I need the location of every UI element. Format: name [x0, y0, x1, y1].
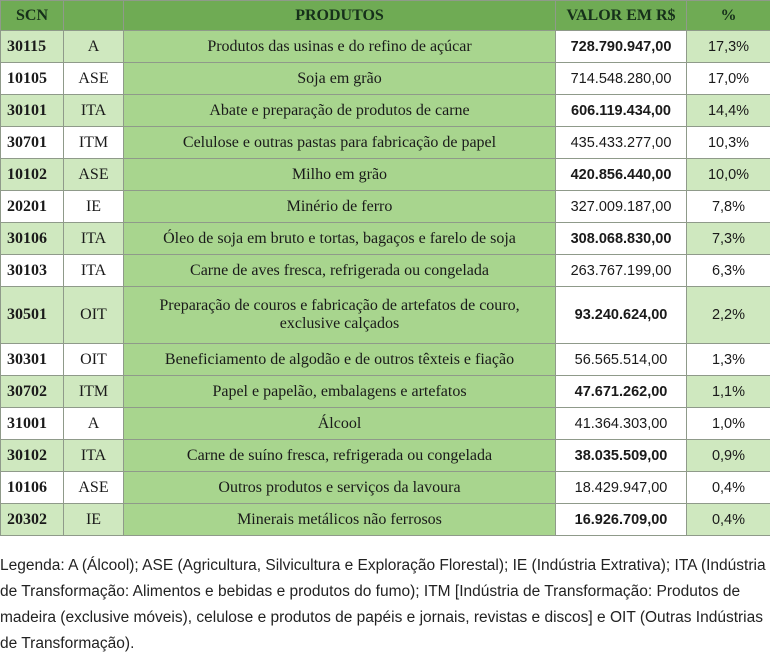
- scn-cell: 30702: [1, 376, 64, 408]
- product-cell: Produtos das usinas e do refino de açúcar: [124, 31, 556, 63]
- percent-cell: 7,8%: [687, 191, 770, 223]
- value-cell: 16.926.709,00: [556, 504, 687, 536]
- category-cell: OIT: [64, 344, 124, 376]
- table-row: [1, 95, 770, 127]
- product-cell: Minério de ferro: [124, 191, 556, 223]
- value-cell: 41.364.303,00: [556, 408, 687, 440]
- product-cell: Carne de aves fresca, refrigerada ou congelada: [124, 255, 556, 287]
- table-row: [1, 504, 770, 536]
- category-cell: ITM: [64, 127, 124, 159]
- product-cell: Outros produtos e serviços da lavoura: [124, 472, 556, 504]
- table-row: [1, 287, 770, 344]
- percent-cell: 7,3%: [687, 223, 770, 255]
- product-cell: Milho em grão: [124, 159, 556, 191]
- value-cell: 47.671.262,00: [556, 376, 687, 408]
- product-cell: Papel e papelão, embalagens e artefatos: [124, 376, 556, 408]
- percent-cell: 1,0%: [687, 408, 770, 440]
- category-cell: ITA: [64, 223, 124, 255]
- table-row: [1, 344, 770, 376]
- value-cell: 18.429.947,00: [556, 472, 687, 504]
- scn-cell: 30102: [1, 440, 64, 472]
- scn-cell: 30301: [1, 344, 64, 376]
- product-cell: Soja em grão: [124, 63, 556, 95]
- scn-cell: 30701: [1, 127, 64, 159]
- scn-cell: 10105: [1, 63, 64, 95]
- percent-cell: 1,3%: [687, 344, 770, 376]
- scn-cell: 30103: [1, 255, 64, 287]
- value-cell: 728.790.947,00: [556, 31, 687, 63]
- value-cell: 606.119.434,00: [556, 95, 687, 127]
- scn-cell: 20302: [1, 504, 64, 536]
- category-cell: ITM: [64, 376, 124, 408]
- table-row: [1, 191, 770, 223]
- category-cell: ASE: [64, 63, 124, 95]
- scn-cell: 30106: [1, 223, 64, 255]
- percent-cell: 10,0%: [687, 159, 770, 191]
- percent-cell: 1,1%: [687, 376, 770, 408]
- scn-cell: 31001: [1, 408, 64, 440]
- table-row: [1, 472, 770, 504]
- value-cell: 435.433.277,00: [556, 127, 687, 159]
- table-body: [1, 31, 770, 536]
- value-cell: 263.767.199,00: [556, 255, 687, 287]
- scn-cell: 30101: [1, 95, 64, 127]
- category-cell: A: [64, 31, 124, 63]
- table-row: [1, 255, 770, 287]
- scn-cell: 20201: [1, 191, 64, 223]
- product-cell: Óleo de soja em bruto e tortas, bagaços e farelo de soja: [124, 223, 556, 255]
- product-cell: Beneficiamento de algodão e de outros têxteis e fiação: [124, 344, 556, 376]
- table-row: [1, 159, 770, 191]
- header-category: [64, 1, 124, 31]
- percent-cell: 2,2%: [687, 287, 770, 344]
- category-cell: ITA: [64, 95, 124, 127]
- value-cell: 93.240.624,00: [556, 287, 687, 344]
- table-row: [1, 31, 770, 63]
- percent-cell: 0,4%: [687, 472, 770, 504]
- header-value: VALOR EM R$: [556, 1, 687, 31]
- scn-cell: 10106: [1, 472, 64, 504]
- legend-text: Legenda: A (Álcool); ASE (Agricultura, Silvicultura e Exploração Florestal); IE (Indústria Extrativa); ITA (Indústria de Transformação: Alimentos e bebidas e produtos do fumo); ITM [Indústria de Transformação: Produtos de madeira (exclusive móveis), celulose e produtos de papéis e jornais, revistas e discos] e OIT (Outras Indústrias de Transformação).: [0, 557, 766, 652]
- value-cell: 714.548.280,00: [556, 63, 687, 95]
- value-cell: 327.009.187,00: [556, 191, 687, 223]
- table-row: [1, 408, 770, 440]
- table-row: [1, 223, 770, 255]
- category-cell: ITA: [64, 440, 124, 472]
- percent-cell: 17,3%: [687, 31, 770, 63]
- percent-cell: 6,3%: [687, 255, 770, 287]
- percent-cell: 17,0%: [687, 63, 770, 95]
- percent-cell: 14,4%: [687, 95, 770, 127]
- category-cell: ITA: [64, 255, 124, 287]
- category-cell: ASE: [64, 472, 124, 504]
- table-row: [1, 376, 770, 408]
- product-cell: Carne de suíno fresca, refrigerada ou congelada: [124, 440, 556, 472]
- value-cell: 38.035.509,00: [556, 440, 687, 472]
- category-cell: IE: [64, 504, 124, 536]
- category-cell: A: [64, 408, 124, 440]
- product-cell: Minerais metálicos não ferrosos: [124, 504, 556, 536]
- category-cell: IE: [64, 191, 124, 223]
- table-row: [1, 63, 770, 95]
- percent-cell: 10,3%: [687, 127, 770, 159]
- scn-cell: 30115: [1, 31, 64, 63]
- table-row: [1, 440, 770, 472]
- scn-cell: 30501: [1, 287, 64, 344]
- category-cell: OIT: [64, 287, 124, 344]
- percent-cell: 0,9%: [687, 440, 770, 472]
- category-cell: ASE: [64, 159, 124, 191]
- value-cell: 420.856.440,00: [556, 159, 687, 191]
- header-products: PRODUTOS: [124, 1, 556, 31]
- header-row: [1, 1, 770, 31]
- value-cell: 308.068.830,00: [556, 223, 687, 255]
- percent-cell: 0,4%: [687, 504, 770, 536]
- value-cell: 56.565.514,00: [556, 344, 687, 376]
- header-scn: SCN: [1, 1, 64, 31]
- header-percent: %: [687, 1, 770, 31]
- table-header: [1, 1, 770, 31]
- table-row: [1, 127, 770, 159]
- scn-cell: 10102: [1, 159, 64, 191]
- product-cell: Álcool: [124, 408, 556, 440]
- product-cell: Preparação de couros e fabricação de artefatos de couro, exclusive calçados: [124, 287, 556, 344]
- product-cell: Celulose e outras pastas para fabricação de papel: [124, 127, 556, 159]
- product-cell: Abate e preparação de produtos de carne: [124, 95, 556, 127]
